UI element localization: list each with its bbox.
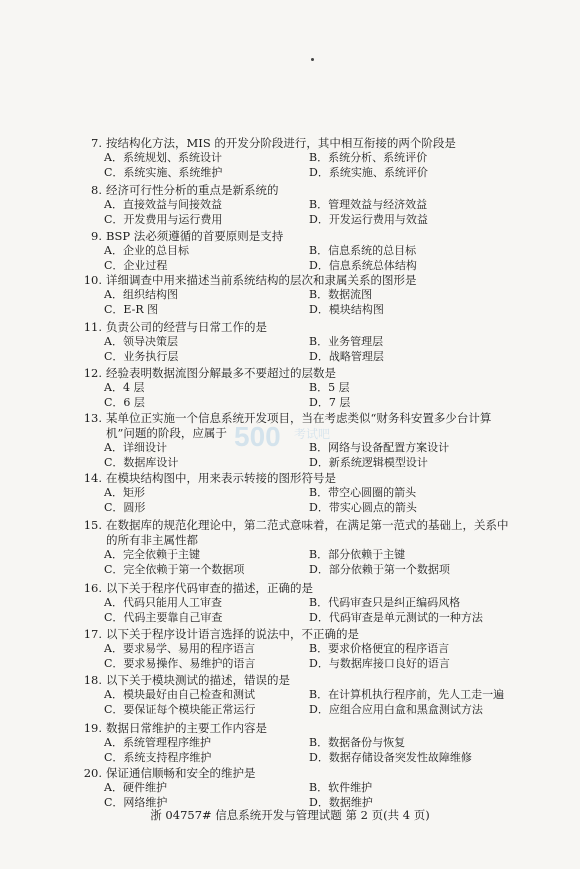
option-grid: [104, 596, 512, 626]
answer-option: A．完全依赖于主键: [104, 548, 200, 561]
question-stem: [82, 673, 512, 688]
question-item: [82, 673, 512, 718]
question-number: 11.: [83, 320, 102, 334]
question-number: 20.: [83, 766, 102, 780]
answer-option: D．带实心圆点的箭头: [309, 500, 417, 514]
question-stem: [82, 627, 512, 642]
answer-option: C．业务执行层: [104, 349, 179, 363]
answer-option: D．新系统逻辑模型设计: [309, 455, 428, 469]
question-item: [82, 273, 512, 318]
answer-option: A．4 层: [104, 381, 145, 394]
question-number: 16.: [83, 581, 102, 595]
answer-option: A．企业的总目标: [104, 244, 189, 257]
answer-option: D．7 层: [309, 395, 351, 409]
answer-option: A．直接效益与间接效益: [104, 198, 222, 211]
answer-option: C．企业过程: [104, 258, 168, 272]
answer-option: A．硬件维护: [104, 781, 167, 794]
question-text: 以下关于模块测试的描述，错误的是: [106, 673, 290, 687]
svg-text:考试吧: 考试吧: [294, 427, 331, 441]
answer-option: B．软件维护: [309, 781, 373, 794]
question-text: 数据日常维护的主要工作内容是: [106, 721, 267, 735]
question-item: [82, 581, 512, 626]
question-stem: [82, 229, 512, 244]
answer-option: B．信息系统的总目标: [309, 244, 417, 257]
answer-option: A．组织结构图: [104, 288, 178, 301]
answer-option: B．网络与设备配置方案设计: [309, 441, 450, 454]
page-mark: [311, 58, 314, 61]
question-item: [82, 136, 512, 181]
question-number: 14.: [83, 471, 102, 485]
question-text: 在模块结构图中，用来表示转接的图形符号是: [106, 471, 336, 485]
answer-option: A．系统规划、系统设计: [104, 151, 222, 164]
answer-option: B．业务管理层: [309, 335, 384, 348]
question-item: [82, 229, 512, 274]
answer-option: B．带空心圆圈的箭头: [309, 486, 417, 499]
answer-option: D．开发运行费用与效益: [309, 212, 428, 226]
answer-option: A．代码只能用人工审查: [104, 596, 222, 609]
question-item: [82, 366, 512, 411]
question-number: 7.: [91, 136, 102, 150]
answer-option: A．系统管理程序维护: [104, 736, 211, 749]
answer-option: C．圆形: [104, 500, 146, 514]
question-number: 12.: [83, 366, 102, 380]
answer-option: D．与数据库接口良好的语言: [309, 656, 450, 670]
question-number: 15.: [83, 518, 102, 532]
answer-option: D．数据存储设备突发性故障维修: [309, 750, 472, 764]
question-stem: [82, 320, 512, 335]
answer-option: C．要求易操作、易维护的语言: [104, 656, 256, 670]
answer-option: A．模块最好由自己检查和测试: [104, 688, 255, 701]
question-number: 17.: [83, 627, 102, 641]
question-stem: [82, 471, 512, 486]
answer-option: D．战略管理层: [309, 349, 384, 363]
answer-option: D．模块结构图: [309, 302, 384, 316]
answer-option: B．要求价格便宜的程序语言: [309, 642, 450, 655]
question-number: 13.: [83, 411, 102, 425]
option-grid: [104, 198, 512, 228]
question-number: 10.: [83, 273, 102, 287]
question-stem: [82, 721, 512, 736]
question-text: 经济可行性分析的重点是新系统的: [106, 183, 279, 197]
question-item: [82, 721, 512, 766]
option-grid: [104, 486, 512, 516]
question-item: [82, 471, 512, 516]
answer-option: C．开发费用与运行费用: [104, 212, 223, 226]
answer-option: C．要保证每个模块能正常运行: [104, 702, 256, 716]
question-text: 以下关于程序设计语言选择的说法中，不正确的是: [106, 627, 359, 641]
answer-option: A．领导决策层: [104, 335, 178, 348]
answer-option: D．数据维护: [309, 795, 373, 809]
answer-option: B．5 层: [309, 381, 350, 394]
answer-option: A．要求易学、易用的程序语言: [104, 642, 255, 655]
question-stem: [82, 366, 512, 381]
question-text: 某单位正实施一个信息系统开发项目，当在考虑类似“财务科安置多少台计算机”问题的阶段，应属于: [106, 411, 492, 440]
option-grid: [104, 381, 512, 411]
answer-option: C．系统支持程序维护: [104, 750, 212, 764]
answer-option: D．部分依赖于第一个数据项: [309, 562, 450, 576]
question-stem: [82, 581, 512, 596]
option-grid: [104, 642, 512, 672]
answer-option: C．网络维护: [104, 795, 168, 809]
option-grid: [104, 335, 512, 365]
answer-option: D．系统实施、系统评价: [309, 165, 428, 179]
question-stem: [82, 766, 512, 781]
option-grid: [104, 548, 512, 578]
question-number: 18.: [83, 673, 102, 687]
answer-option: C．6 层: [104, 395, 145, 409]
question-stem: [82, 411, 512, 441]
question-stem: [82, 136, 512, 151]
answer-option: B．管理效益与经济效益: [309, 198, 428, 211]
question-text: 以下关于程序代码审查的描述，正确的是: [106, 581, 313, 595]
answer-option: D．代码审查是单元测试的一种方法: [309, 610, 483, 624]
option-grid: [104, 736, 512, 766]
question-text: 负责公司的经营与日常工作的是: [106, 320, 267, 334]
question-item: [82, 411, 512, 471]
answer-option: B．数据流图: [309, 288, 373, 301]
answer-option: C．完全依赖于第一个数据项: [104, 562, 245, 576]
question-stem: [82, 183, 512, 198]
answer-option: A．矩形: [104, 486, 145, 499]
option-grid: [104, 688, 512, 718]
question-stem: [82, 273, 512, 288]
answer-option: B．代码审查只是纠正编码风格: [309, 596, 461, 609]
option-grid: [104, 441, 512, 471]
answer-option: B．部分依赖于主键: [309, 548, 406, 561]
answer-option: C．系统实施、系统维护: [104, 165, 223, 179]
question-item: [82, 183, 512, 228]
answer-option: D．信息系统总体结构: [309, 258, 417, 272]
question-stem: [82, 518, 512, 548]
answer-option: B．数据备份与恢复: [309, 736, 406, 749]
question-text: 按结构化方法，MIS 的开发分阶段进行，其中相互衔接的两个阶段是: [106, 136, 456, 150]
question-number: 19.: [83, 721, 102, 735]
question-text: 详细调查中用来描述当前系统结构的层次和隶属关系的图形是: [106, 273, 417, 287]
question-text: 保证通信顺畅和安全的维护是: [106, 766, 256, 780]
question-number: 8.: [91, 183, 102, 197]
option-grid: [104, 288, 512, 318]
answer-option: C．E-R 图: [104, 302, 159, 316]
question-number: 9.: [91, 229, 102, 243]
page-footer: 浙 04757# 信息系统开发与管理试题 第 2 页(共 4 页): [150, 808, 430, 822]
answer-option: D．应组合应用白盒和黑盒测试方法: [309, 702, 483, 716]
answer-option: B．在计算机执行程序前，先人工走一遍: [309, 688, 505, 701]
answer-option: A．详细设计: [104, 441, 167, 454]
question-text: 在数据库的规范化理论中，第二范式意味着，在满足第一范式的基础上，关系中的所有非主属性都: [106, 518, 509, 547]
answer-option: B．系统分析、系统评价: [309, 151, 428, 164]
question-item: [82, 766, 512, 811]
question-item: [82, 518, 512, 578]
question-item: [82, 320, 512, 365]
question-text: BSP 法必须遵循的首要原则是支持: [106, 229, 284, 243]
option-grid: [104, 244, 512, 274]
question-item: [82, 627, 512, 672]
option-grid: [104, 151, 512, 181]
question-text: 经验表明数据流图分解最多不要超过的层数是: [106, 366, 336, 380]
answer-option: C．代码主要靠自己审查: [104, 610, 223, 624]
svg-text:500: 500: [234, 421, 281, 452]
answer-option: C．数据库设计: [104, 455, 179, 469]
